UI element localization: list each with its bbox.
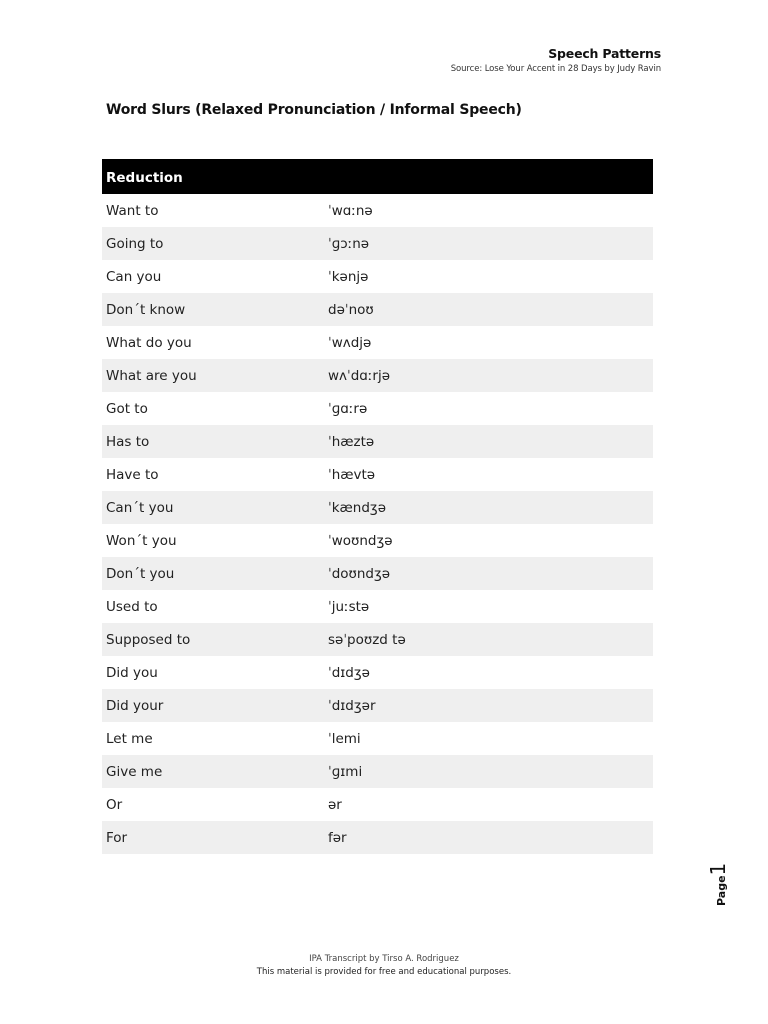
page-label: Page	[715, 875, 728, 906]
phrase-cell: What are you	[102, 359, 322, 392]
table-row	[102, 755, 653, 788]
column-header-reduction: Reduction	[102, 159, 653, 194]
ipa-cell: ˈɡɪmi	[322, 755, 653, 788]
table-header-row	[102, 159, 653, 194]
ipa-cell: dəˈnoʊ	[322, 293, 653, 326]
table-row	[102, 392, 653, 425]
phrase-cell: Did you	[106, 664, 158, 681]
ipa-cell: fər	[322, 821, 653, 854]
phrase-cell: Has to	[102, 425, 322, 458]
ipa-cell: wʌˈdɑːrjə	[322, 359, 653, 392]
header-source: Source: Lose Your Accent in 28 Days by Judy Ravin	[450, 64, 661, 74]
page-header	[451, 46, 661, 75]
table-row	[102, 491, 653, 524]
phrase-cell: Don´t you	[102, 557, 322, 590]
ipa-cell: ˈdɪdʒər	[322, 689, 653, 722]
table-row	[102, 293, 653, 326]
phrase-cell: Used to	[106, 598, 158, 615]
phrase-cell: Don´t know	[102, 293, 322, 326]
table-row	[102, 458, 653, 491]
table-body	[102, 194, 653, 854]
phrase-cell: Want to	[106, 202, 159, 219]
table-row	[102, 524, 653, 557]
phrase-cell: Let me	[106, 730, 153, 747]
table-row	[102, 326, 653, 359]
phrase-cell: Or	[106, 796, 123, 813]
phrase-cell: Supposed to	[102, 623, 322, 656]
phrase-cell: Going to	[102, 227, 322, 260]
ipa-cell: səˈpoʊzd tə	[322, 623, 653, 656]
table-row	[102, 557, 653, 590]
footer-credit: IPA Transcript by Tirso A. Rodriguez	[309, 954, 459, 964]
ipa-cell: ər	[328, 796, 342, 813]
phrase-cell: Can you	[106, 268, 162, 285]
table-row	[102, 590, 653, 623]
table-row	[102, 260, 653, 293]
phrase-cell: What do you	[106, 334, 192, 351]
page-number	[706, 846, 730, 906]
ipa-cell: ˈkændʒə	[322, 491, 653, 524]
table-row	[102, 656, 653, 689]
table-row	[102, 788, 653, 821]
ipa-cell: ˈɡɔːnə	[322, 227, 653, 260]
phrase-cell: Give me	[102, 755, 322, 788]
ipa-cell: ˈhæztə	[322, 425, 653, 458]
phrase-cell: Did your	[102, 689, 322, 722]
footer-note: This material is provided for free and educational purposes.	[256, 967, 512, 977]
page-number-value: 1	[706, 862, 730, 876]
section-heading: Word Slurs (Relaxed Pronunciation / Informal Speech)	[106, 102, 522, 118]
table-row	[102, 821, 653, 854]
phrase-cell: Won´t you	[106, 532, 177, 549]
ipa-cell: ˈwoʊndʒə	[328, 532, 393, 549]
phrase-cell: Can´t you	[102, 491, 322, 524]
ipa-cell: ˈwɑːnə	[328, 202, 373, 219]
ipa-cell: ˈhævtə	[328, 466, 376, 483]
table-row	[102, 194, 653, 227]
phrase-cell: For	[102, 821, 322, 854]
ipa-cell: ˈwʌdjə	[328, 334, 372, 351]
phrase-cell: Got to	[106, 400, 148, 417]
table-row	[102, 227, 653, 260]
table-row	[102, 623, 653, 656]
header-title: Speech Patterns	[548, 46, 661, 61]
ipa-cell: ˈɡɑːrə	[328, 400, 368, 417]
page-footer	[0, 953, 768, 979]
ipa-cell: ˈdɪdʒə	[328, 664, 370, 681]
ipa-cell: ˈjuːstə	[328, 598, 370, 615]
table-row	[102, 425, 653, 458]
ipa-cell: ˈlemi	[328, 730, 361, 747]
ipa-cell: ˈkənjə	[328, 268, 369, 285]
ipa-cell: ˈdoʊndʒə	[322, 557, 653, 590]
phrase-cell: Have to	[106, 466, 159, 483]
table-row	[102, 722, 653, 755]
table-row	[102, 359, 653, 392]
reductions-table	[102, 159, 653, 854]
table-row	[102, 689, 653, 722]
